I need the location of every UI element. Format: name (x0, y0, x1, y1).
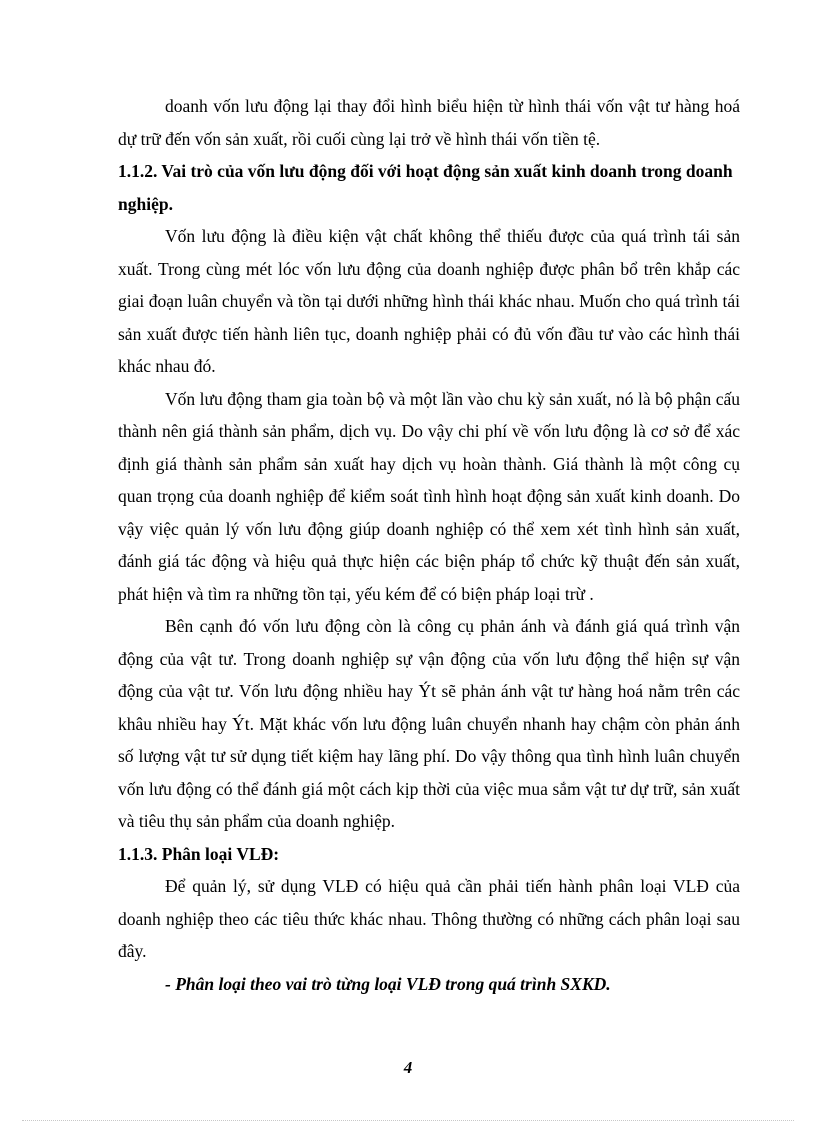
section-heading: 1.1.2. Vai trò của vốn lưu động đối với hoạt động sản xuất kinh doanh trong doanh nghiệp. (118, 161, 733, 214)
paragraph: Bên cạnh đó vốn lưu động còn là công cụ phản ánh và đánh giá quá trình vận động của vật tư. Trong doanh nghiệp sự vận động của vốn lưu động thể hiện sự vận động của vật tư. Vốn lưu động nhiều hay Ýt sẽ phản ánh vật tư hàng hoá nằm trên các khâu nhiều hay Ýt. Mặt khác vốn lưu động luân chuyển nhanh hay chậm còn phản ánh số lượng vật tư sử dụng tiết kiệm hay lãng phí. Do vậy thông qua tình hình luân chuyển vốn lưu động có thể đánh giá một cách kịp thời của việc mua sắm vật tư dự trữ, sản xuất và tiêu thụ sản phẩm của doanh nghiệp. (118, 616, 740, 831)
paragraph: Vốn lưu động tham gia toàn bộ và một lần vào chu kỳ sản xuất, nó là bộ phận cấu thành nên giá thành sản phẩm, dịch vụ. Do vậy chi phí về vốn lưu động là cơ sở để xác định giá thành sản phẩm sản xuất hay dịch vụ hoàn thành. Giá thành là một công cụ quan trọng của doanh nghiệp để kiểm soát tình hình hoạt động sản xuất kinh doanh. Do vậy việc quản lý vốn lưu động giúp doanh nghiệp có thể xem xét tình hình sản xuất, đánh giá tác động và hiệu quả thực hiện các biện pháp tổ chức kỹ thuật đến sản xuất, phát hiện và tìm ra những tồn tại, yếu kém để có biện pháp loại trừ . (118, 388, 740, 604)
section-heading: 1.1.3. Phân loại VLĐ: (118, 843, 280, 864)
footer-divider (22, 1120, 794, 1121)
paragraph: Vốn lưu động là điều kiện vật chất không thể thiếu được của quá trình tái sản xuất. Trong cùng mét lóc vốn lưu động của doanh nghiệp được phân bổ trên khắp các giai đoạn luân chuyển và tồn tại dưới những hình thái khác nhau. Muốn cho quá trình tái sản xuất được tiến hành liên tục, doanh nghiệp phải có đủ vốn đầu tư vào các hình thái khác nhau đó. (118, 226, 740, 376)
paragraph: Để quản lý, sử dụng VLĐ có hiệu quả cần phải tiến hành phân loại VLĐ của doanh nghiệp theo các tiêu thức khác nhau. Thông thường có những cách phân loại sau đây. (118, 876, 740, 961)
subsection-heading: - Phân loại theo vai trò từng loại VLĐ trong quá trình SXKD. (165, 973, 611, 994)
paragraph: doanh vốn lưu động lại thay đổi hình biểu hiện từ hình thái vốn vật tư hàng hoá dự trữ đến vốn sản xuất, rồi cuối cùng lại trở về hình thái vốn tiền tệ. (118, 96, 740, 149)
page-number: 4 (403, 1058, 413, 1077)
document-body (118, 90, 740, 1000)
